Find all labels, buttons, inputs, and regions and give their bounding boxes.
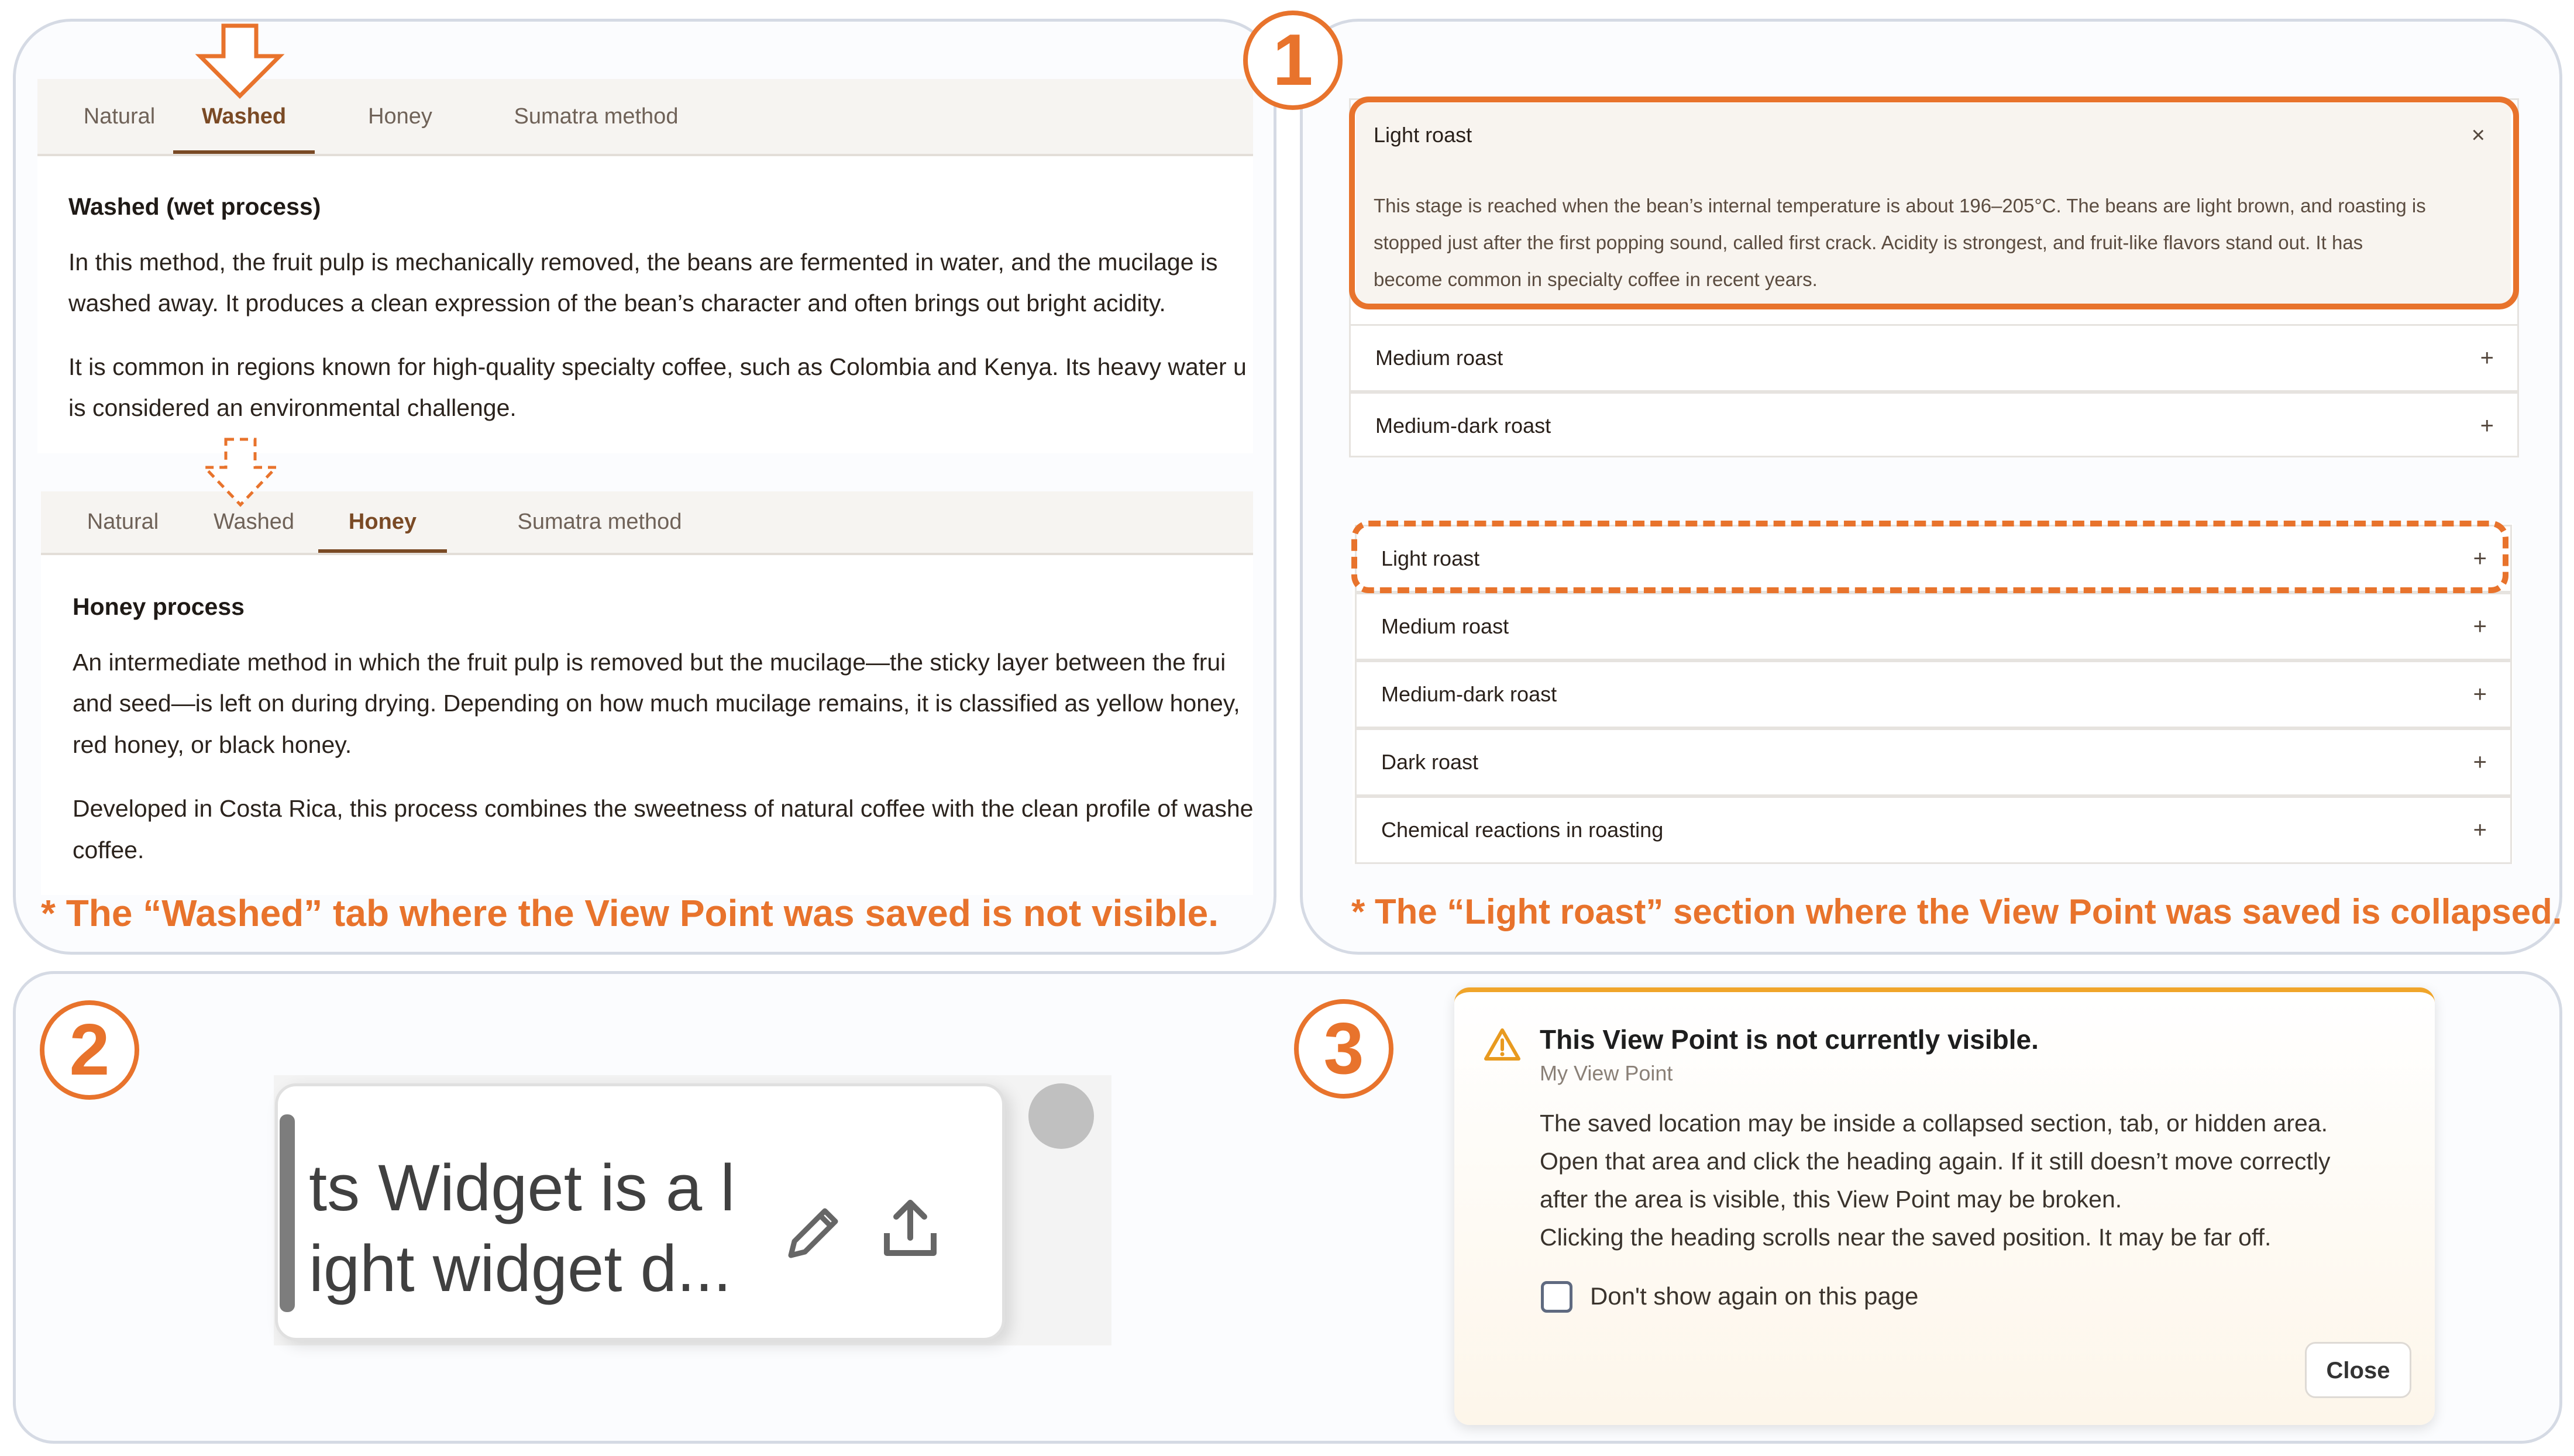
honey-paragraph-line: red honey, or black honey.: [73, 731, 352, 758]
dialog-subtitle: My View Point: [1540, 1061, 1673, 1085]
accordion-label: Medium roast: [1381, 614, 1509, 638]
washed-paragraph-line: washed away. It produces a clean expression of the bean’s character and often brings out bright acidity.: [68, 290, 1166, 316]
accordion-label: Chemical reactions in roasting: [1381, 818, 1664, 842]
plus-icon: +: [2473, 817, 2487, 843]
accordion-body-line: stopped just after the first popping sound, called first crack. Acidity is strongest, and fruit-like flavors stand out. It has: [1374, 232, 2363, 253]
plus-icon: +: [2473, 614, 2487, 639]
honey-paragraph-line: and seed—is left on during drying. Depending on how much mucilage remains, it is classified as yellow honey,: [73, 690, 1240, 717]
accordion-label-light-roast: Light roast: [1374, 123, 1472, 147]
pencil-icon[interactable]: [782, 1200, 846, 1265]
tab-natural[interactable]: Natural: [83, 104, 156, 129]
honey-paragraph-line: An intermediate method in which the fruit pulp is removed but the mucilage—the sticky layer between the frui: [73, 649, 1226, 676]
close-button[interactable]: Close: [2305, 1342, 2411, 1398]
accordion-item-medium-roast[interactable]: [1349, 324, 2519, 392]
washed-paragraph-line: In this method, the fruit pulp is mechanically removed, the beans are fermented in water, and the mucilage is: [68, 249, 1218, 276]
warning-triangle-icon: [1484, 1027, 1521, 1061]
dialog-title: This View Point is not currently visible.: [1540, 1024, 2039, 1055]
accordion-label: Medium roast: [1375, 346, 1503, 370]
dialog-body-line: after the area is visible, this View Point may be broken.: [1540, 1186, 2122, 1213]
step-number-3: 3: [1294, 999, 1393, 1099]
dialog-body-line: Clicking the heading scrolls near the saved position. It may be far off.: [1540, 1224, 2272, 1251]
close-icon[interactable]: ×: [2471, 122, 2485, 148]
plus-icon: +: [2480, 345, 2494, 371]
widget-selection-bar: [280, 1114, 295, 1312]
tab-natural[interactable]: Natural: [87, 510, 159, 534]
dont-show-label[interactable]: Don't show again on this page: [1590, 1282, 1919, 1310]
highlight-collapsed-section: [1351, 521, 2508, 593]
washed-paragraph-line: is considered an environmental challenge.: [68, 394, 517, 421]
washed-paragraph-line: It is common in regions known for high-quality specialty coffee, such as Colombia and Kenya. Its heavy water u: [68, 353, 1247, 380]
honey-paragraph-line: coffee.: [73, 837, 144, 863]
right-note: * The “Light roast” section where the View Point was saved is collapsed.: [1351, 892, 2562, 931]
washed-heading: Washed (wet process): [68, 193, 321, 220]
accordion-item-medium-roast[interactable]: [1355, 593, 2512, 660]
accordion-label: Dark roast: [1381, 750, 1479, 774]
widget-text-line: ight widget d...: [309, 1232, 732, 1305]
avatar-placeholder: [1028, 1083, 1094, 1149]
dialog-body-line: The saved location may be inside a collapsed section, tab, or hidden area.: [1540, 1110, 2328, 1137]
accordion-label: Medium-dark roast: [1381, 682, 1557, 706]
accordion-body-line: This stage is reached when the bean’s internal temperature is about 196–205°C. The beans are light brown, and roasting is: [1374, 195, 2426, 216]
plus-icon: +: [2480, 413, 2494, 439]
plus-icon: +: [2473, 681, 2487, 707]
plus-icon: +: [2473, 749, 2487, 775]
highlight-open-section: [1349, 97, 2519, 309]
honey-paragraph-line: Developed in Costa Rica, this process combines the sweetness of natural coffee with the clean profile of washe: [73, 795, 1254, 822]
tab-washed[interactable]: Washed: [214, 510, 294, 534]
tab-honey[interactable]: Honey: [318, 491, 447, 553]
tab-honey[interactable]: Honey: [368, 104, 432, 129]
down-arrow-dashed-icon: [197, 436, 284, 510]
tab-sumatra-method[interactable]: Sumatra method: [517, 510, 682, 534]
accordion-item-medium-dark-roast[interactable]: [1355, 660, 2512, 728]
left-note: * The “Washed” tab where the View Point was saved is not visible.: [41, 892, 1219, 934]
share-upload-icon[interactable]: [881, 1197, 940, 1261]
accordion-item-medium-dark-roast[interactable]: [1349, 392, 2519, 457]
honey-heading: Honey process: [73, 593, 245, 620]
dialog-body: [1540, 1104, 2330, 1257]
widget-text-line: ts Widget is a l: [309, 1151, 735, 1224]
dialog-body-line: Open that area and click the heading again. If it still doesn’t move correctly: [1540, 1148, 2331, 1175]
accordion-item-chemical-reactions[interactable]: [1355, 796, 2512, 864]
accordion-label: Light roast: [1381, 546, 1480, 570]
tab-washed[interactable]: Washed: [173, 79, 315, 154]
accordion-item-dark-roast[interactable]: [1355, 728, 2512, 796]
accordion-body-line: become common in specialty coffee in recent years.: [1374, 269, 1818, 290]
dont-show-checkbox[interactable]: [1541, 1281, 1572, 1313]
tab-sumatra-method[interactable]: Sumatra method: [514, 104, 679, 129]
step-number-2: 2: [40, 1000, 139, 1100]
accordion-label: Medium-dark roast: [1375, 414, 1551, 438]
plus-icon: +: [2473, 546, 2487, 572]
step-number-1: 1: [1243, 11, 1343, 110]
down-arrow-icon: [193, 22, 287, 99]
